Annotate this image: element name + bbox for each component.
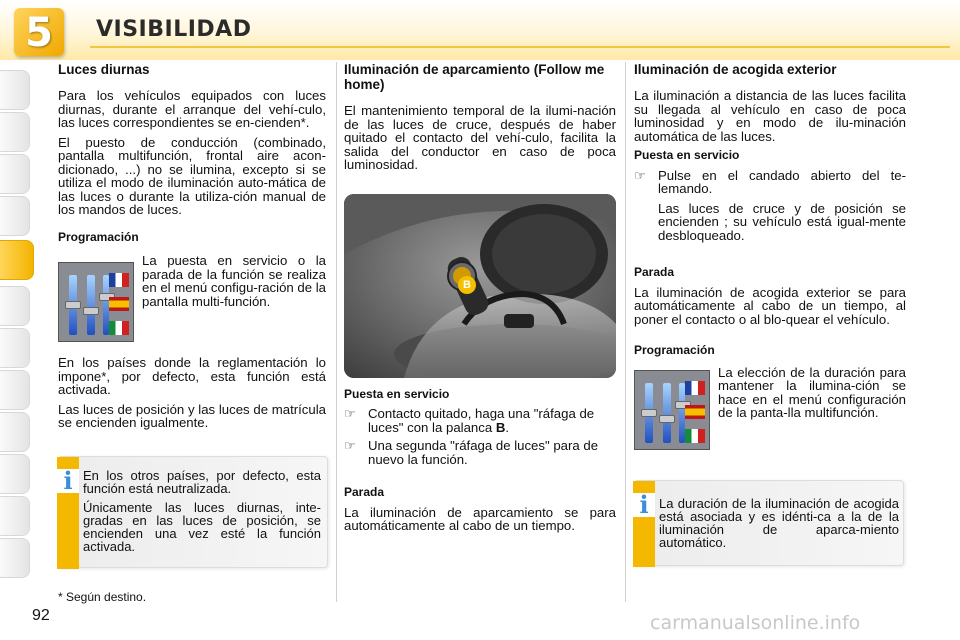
subsection-title: Parada	[344, 485, 385, 499]
paragraph: En los otros países, por defecto, esta función está neutralizada.	[83, 468, 321, 496]
subsection-title: Puesta en servicio	[344, 386, 450, 401]
subsection-title: Parada	[634, 265, 675, 279]
page-header	[0, 0, 960, 60]
paragraph: La puesta en servicio o la parada de la función se realiza en el menú configu-ración de la pantalla multi-función.	[142, 253, 327, 309]
paragraph: La elección de la duración para mantener la ilumina-ción se hace en el menú configuración de la panta-lla multifunción.	[718, 364, 906, 420]
chapter-tab[interactable]	[0, 454, 30, 494]
paragraph: La iluminación de aparcamiento se para automáticamente al cabo de un tiempo.	[344, 504, 616, 533]
info-icon: i	[633, 493, 655, 517]
chapter-tab[interactable]	[0, 112, 30, 152]
subsection-title: Programación	[634, 343, 715, 357]
info-box	[634, 480, 904, 566]
info-icon: i	[57, 469, 79, 493]
subsection-title: Programación	[58, 229, 139, 244]
header-divider	[90, 46, 950, 48]
lever-label-badge: B	[458, 276, 476, 294]
list-item: ☞ Una segunda "ráfaga de luces" para de nuevo la función.	[344, 438, 599, 467]
info-box	[58, 456, 328, 568]
exterior-welcome-lighting-section	[634, 62, 906, 450]
programming-block	[58, 254, 326, 342]
chapter-tabs	[0, 60, 34, 580]
chapter-tab[interactable]	[0, 196, 30, 236]
info-text	[83, 469, 321, 559]
paragraph: Las luces de posición y las luces de matrícula se encienden igualmente.	[58, 401, 326, 430]
settings-menu-icon	[58, 262, 134, 342]
paragraph: En los países donde la reglamentación lo impone*, por defecto, esta función está activada.	[58, 355, 326, 397]
chapter-tab-active[interactable]	[0, 240, 34, 280]
chapter-tab[interactable]	[0, 70, 30, 110]
programming-block	[634, 366, 906, 450]
chapter-tab[interactable]	[0, 370, 30, 410]
paragraph: La iluminación de acogida exterior se para automáticamente al cabo de un tiempo, al poner el contacto o al blo-quear el vehículo.	[634, 284, 906, 327]
chapter-tab[interactable]	[0, 154, 30, 194]
steering-column-photo	[344, 194, 616, 378]
chapter-number: 5	[25, 10, 53, 56]
daytime-lights-section	[58, 62, 326, 436]
paragraph: La duración de la iluminación de acogida está asociada y es idénti-ca a la de la iluminación de aparca-miento automático.	[659, 496, 899, 550]
subsection-title: Puesta en servicio	[634, 148, 740, 162]
section-title: Luces diurnas	[58, 62, 150, 77]
follow-me-home-section	[344, 62, 616, 539]
hand-pointer-icon: ☞	[344, 406, 356, 421]
column-divider	[336, 62, 337, 602]
chapter-tab[interactable]	[0, 496, 30, 536]
settings-menu-icon	[634, 370, 710, 450]
paragraph: Para los vehículos equipados con luces diurnas, durante el arranque del vehí-culo, las luces correspondientes se en-cienden*.	[58, 88, 326, 130]
chapter-title: VISIBILIDAD	[96, 17, 252, 42]
paragraph: El mantenimiento temporal de la ilumi-nación de las luces de cruce, después de haber quitado el contacto del vehí-culo, facilita la salida del conductor en caso de poca luminosidad.	[344, 103, 616, 172]
hand-pointer-icon: ☞	[634, 167, 646, 183]
paragraph: Únicamente las luces diurnas, inte-gradas en las luces de posición, se encienden una vez esté la función activada.	[83, 500, 321, 554]
chapter-badge	[14, 8, 64, 56]
chapter-tab[interactable]	[0, 538, 30, 578]
section-title: Iluminación de aparcamiento (Follow me home)	[344, 62, 605, 92]
chapter-tab[interactable]	[0, 412, 30, 452]
paragraph: La iluminación a distancia de las luces facilita su llegada al vehículo en caso de poca luminosidad y en modo de ilu-minación automática de las luces.	[634, 88, 906, 144]
column-divider	[625, 62, 626, 602]
paragraph: El puesto de conducción (combinado, pantalla multifunción, frontal aire acon-dicionado, ...) no se ilumina, excepto si se utiliza el modo de iluminación auto-mática de las luces o durante la utiliza-ción manual de los mandos de luces.	[58, 134, 326, 217]
watermark: carmanualsonline.info	[650, 612, 861, 634]
section-title: Iluminación de acogida exterior	[634, 62, 837, 77]
chapter-tab[interactable]	[0, 286, 30, 326]
list-item: ☞ Contacto quitado, haga una "ráfaga de luces" con la palanca B.	[344, 406, 595, 435]
footnote: * Según destino.	[58, 590, 147, 604]
hand-pointer-icon: ☞	[344, 438, 356, 453]
chapter-tab[interactable]	[0, 328, 30, 368]
info-text	[659, 497, 899, 555]
page-number: 92	[32, 607, 50, 624]
list-item: ☞ Pulse en el candado abierto del te-lemando. Las luces de cruce y de posición se encienden ; su vehículo está igual-mente desbloqueado.	[634, 169, 906, 249]
